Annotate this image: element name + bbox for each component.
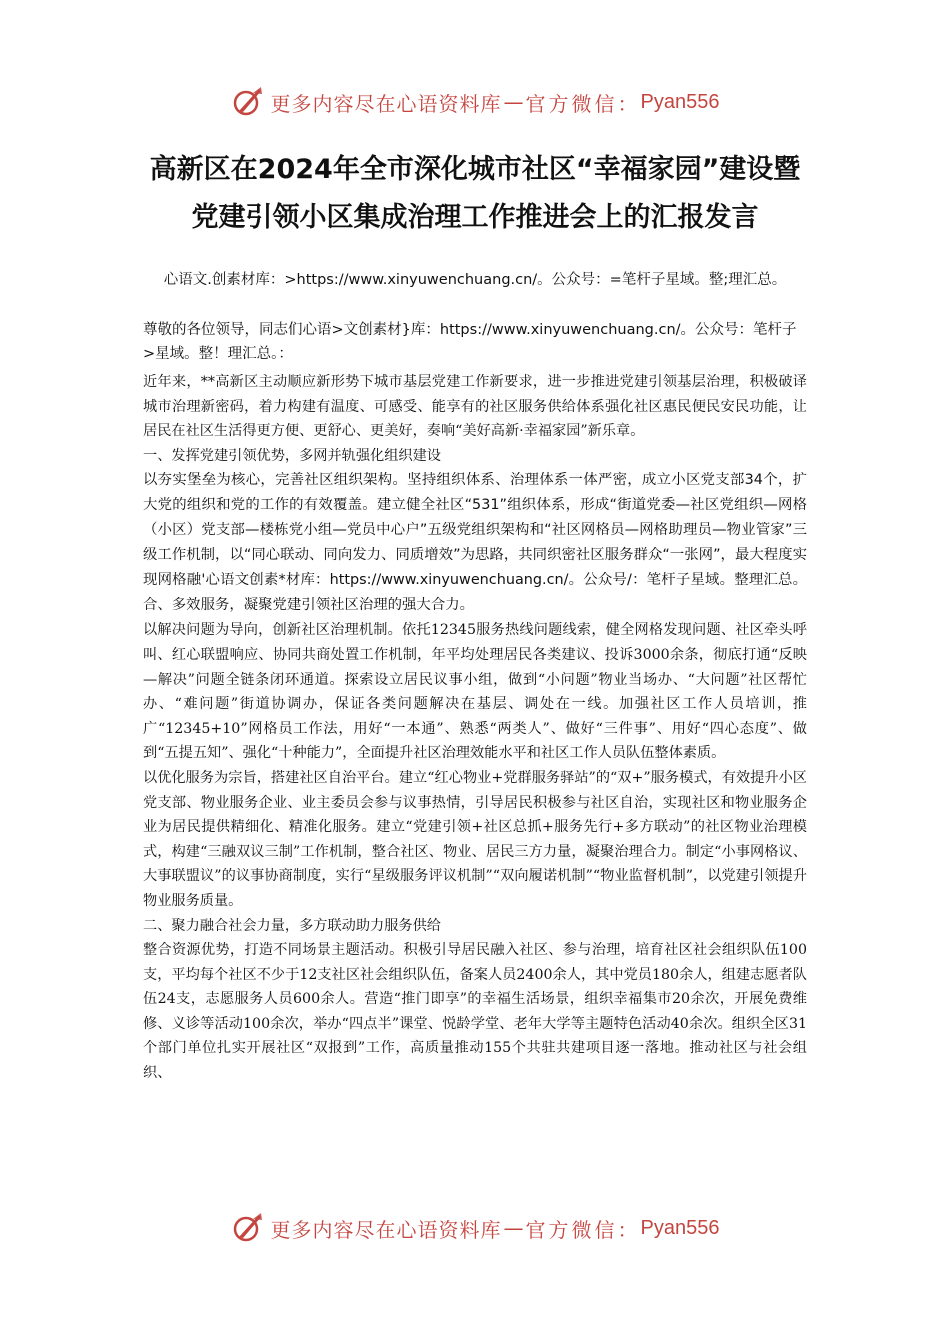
paragraph-platform: 以优化服务为宗旨，搭建社区自治平台。建立“红心物业+党群服务驿站”的“双+”服务模式，有效提升小区党支部、物业服务企业、业主委员会参与议事热情，引导居民积极参与社区自治，实现社区和物业服务企业为居民提供精细化、精准化服务。建立“党建引领+社区总抓+服务先行+多方联动”的社区物业治理模式，构建“三融双议三制”工作机制，整合社区、物业、居民三方力量，凝聚治理合力。制定“小事网格议、大事联盟议”的议事协商制度，实行“星级服务评议机制”“双向履诺机制”“物业监督机制”，以党建引领提升物业服务质量。: [143, 769, 807, 909]
banner-separator: —: [503, 90, 524, 114]
banner-separator: —: [503, 1216, 524, 1240]
document-body: [143, 370, 807, 1086]
section-heading-1: 一、发挥党建引领优势，多网并轨强化组织建设: [143, 447, 441, 464]
banner-wechat-id: Pyan556: [640, 90, 720, 113]
document-title: 高新区在2024年全市深化城市社区“幸福家园”建设暨党建引领小区集成治理工作推进会上的汇报发言: [149, 154, 801, 233]
paragraph-resources: 整合资源优势，打造不同场景主题活动。积极引导居民融入社区、参与治理，培育社区社会组织队伍100支，平均每个社区不少于12支社区社会组织队伍，备案人员2400余人，其中党员180余人，组建志愿者队伍24支，志愿服务人员600余人。营造“推门即享”的幸福生活场景，组织幸福集市20余次，开展免费维修、义诊等活动100余次，举办“四点半”课堂、悦龄学堂、老年大学等主题特色活动40余次。组织全区31个部门单位扎实开展社区“双报到”工作，高质量推动155个共驻共建项目逐一落地。推动社区与社会组织、: [143, 942, 807, 1082]
paragraph-organization: 以夯实堡垒为核心，完善社区组织架构。坚持组织体系、治理体系一体严密，成立小区党支部34个，扩大党的组织和党的工作的有效覆盖。建立健全社区“531”组织体系，形成“街道党委—社区党组织—网格（小区）党支部—楼栋党小组—党员中心户”五级党组织架构和“社区网格员—网格助理员—物业管家”三级工作机制，以“同心联动、同向发力、同质增效”为思路，共同织密社区服务群众“一张网”，最大程度实现网格融'心语文创素*材库：https://www.xinyuwenchuang.cn/。公众号/：笔杆子星域。整理汇总。合、多效服务，凝聚党建引领社区治理的强大合力。: [143, 472, 807, 614]
watermark-banner-top: [0, 82, 950, 122]
section-heading-2: 二、聚力融合社会力量，多方联动助力服务供给: [143, 917, 441, 934]
banner-text: 更多内容尽在心语资料库: [270, 91, 502, 116]
quill-logo-icon: [231, 1211, 265, 1245]
banner-wechat-label: 官方微信：: [525, 1217, 641, 1242]
paragraph-mechanism: 以解决问题为导向，创新社区治理机制。依托12345服务热线问题线索，健全网格发现问题、社区牵头呼叫、红心联盟响应、协同共商处置工作机制，年平均处理居民各类建议、投诉3000余条，彻底打通“反映—解决”问题全链条闭环通道。探索设立居民议事小组，做到“小问题”物业当场办、“大问题”社区帮忙办、“难问题”街道协调办，保证各类问题解决在基层、调处在一线。加强社区工作人员培训，推广“12345+10”网格员工作法，用好“一本通”、熟悉“两类人”、做好“三件事”、用好“四心态度”、做到“五提五知”、强化“十种能力”，全面提升社区治理效能水平和社区工作人员队伍整体素质。: [143, 622, 807, 762]
watermark-banner-bottom: [0, 1208, 950, 1248]
quill-logo-icon: [231, 85, 265, 119]
greeting: 尊敬的各位领导，同志们心语>文创素材}库：https://www.xinyuwenchuang.cn/。公众号：笔杆子>星域。整！理汇总。：: [143, 322, 797, 362]
paragraph-intro: 近年来，**高新区主动顺应新形势下城市基层党建工作新要求，进一步推进党建引领基层治理，积极破译城市治理新密码，着力构建有温度、可感受、能享有的社区服务供给体系强化社区惠民便民安民功能，让居民在社区生活得更方便、更舒心、更美好，奏响“美好高新·幸福家园”新乐章。: [143, 374, 807, 440]
banner-wechat-label: 官方微信：: [525, 91, 641, 116]
banner-text: 更多内容尽在心语资料库: [270, 1217, 502, 1242]
banner-wechat-id: Pyan556: [640, 1216, 720, 1239]
source-meta: 心语文.创素材库：>https://www.xinyuwenchuang.cn/。公众号：=笔杆子星域。整;理汇总。: [163, 272, 787, 288]
